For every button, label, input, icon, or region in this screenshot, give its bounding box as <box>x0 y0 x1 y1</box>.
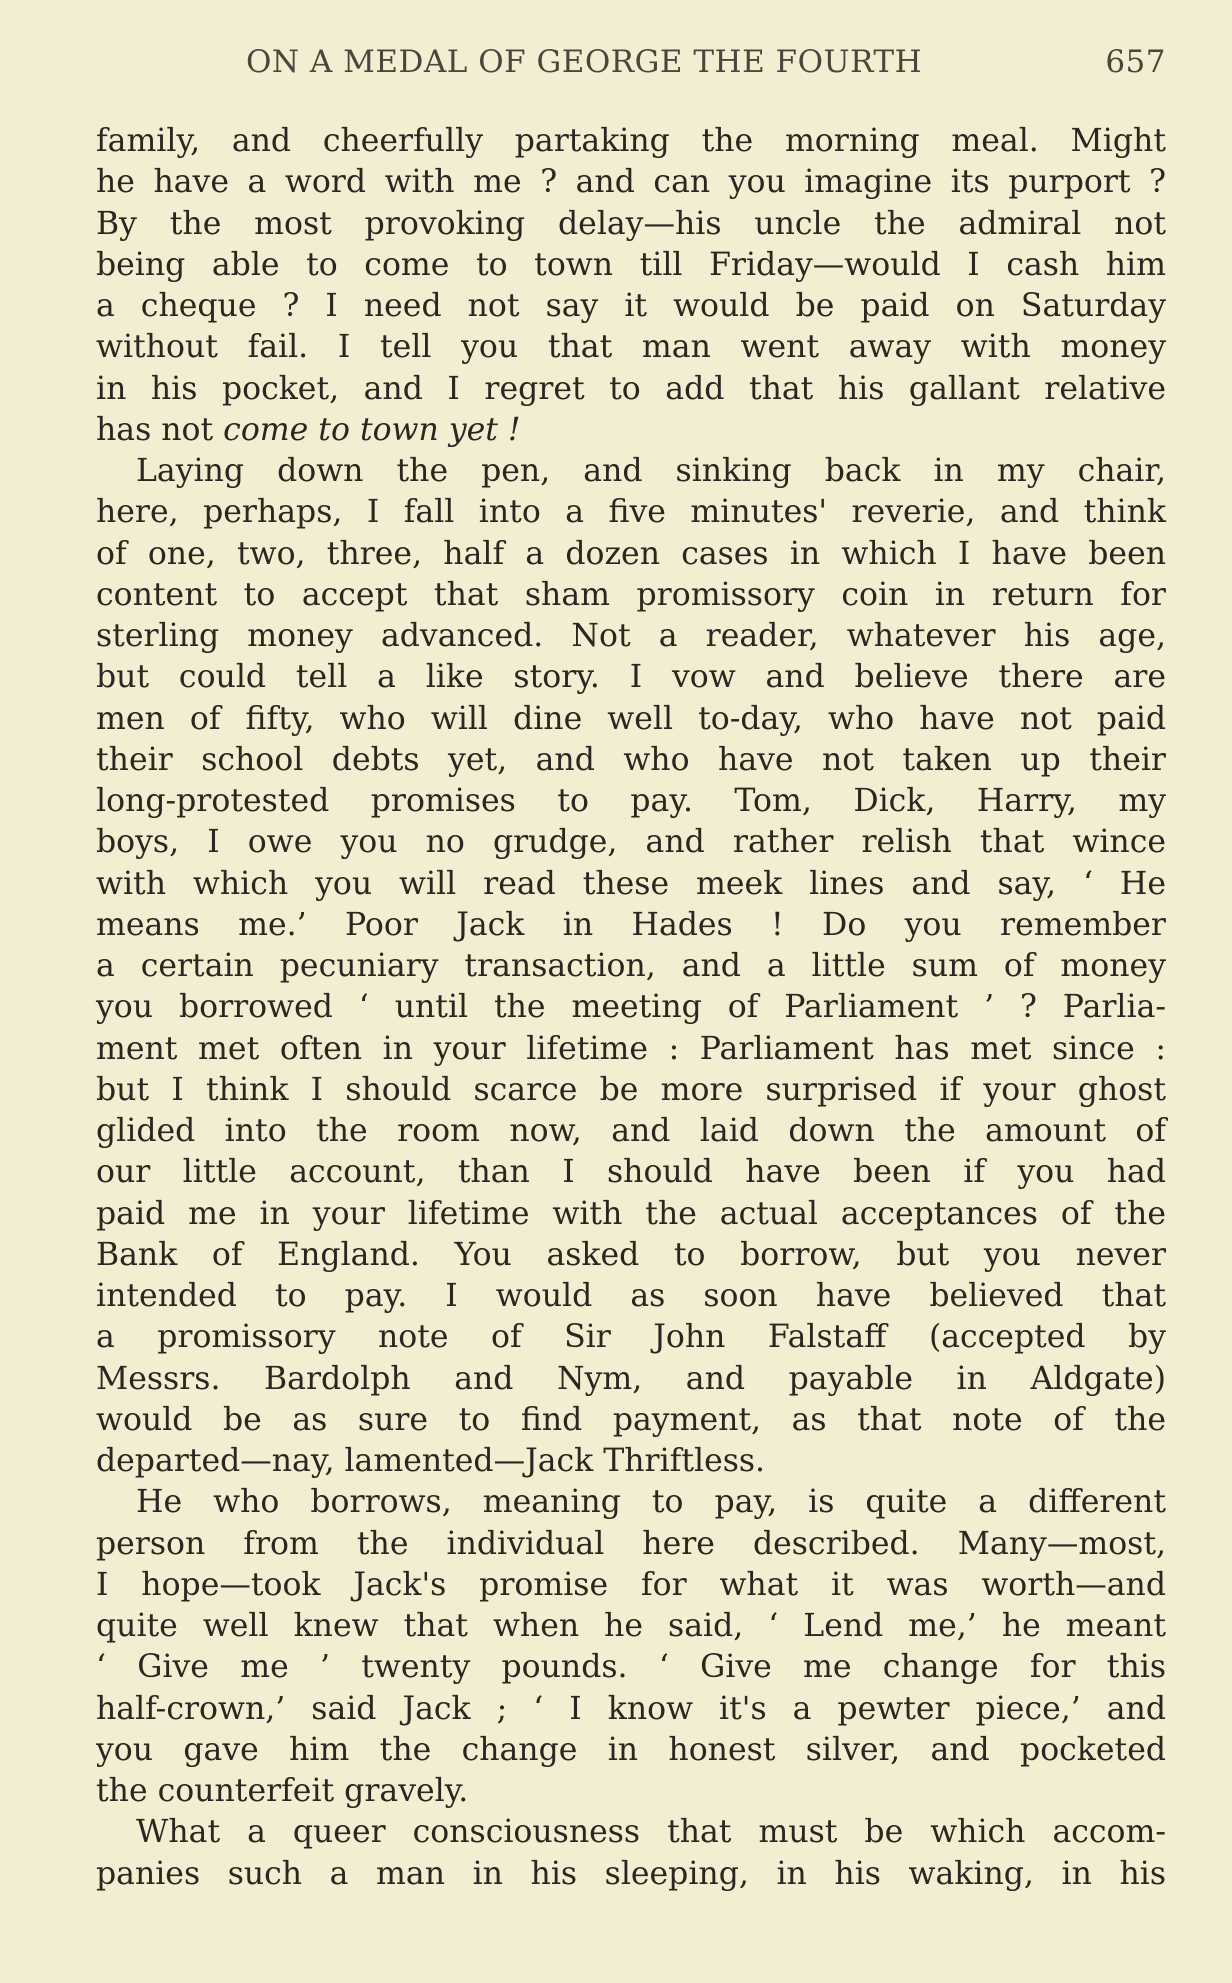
text-line: sterling money advanced. Not a reader, whatever his age, <box>96 618 1166 654</box>
text-line: but could tell a like story. I vow and believe there are <box>96 659 1166 696</box>
text-line: he have a word with me ? and can you imagine its purport ? <box>96 164 1166 201</box>
text-line: ment met often in your lifetime : Parliament has met since : <box>96 1030 1166 1067</box>
text-line: family, and cheerfully partaking the morning meal. Might <box>96 123 1166 159</box>
page-number: 657 <box>1105 44 1166 80</box>
text-line: panies such a man in his sleeping, in his waking, in his <box>96 1855 1166 1892</box>
text-segment: has not <box>96 411 224 448</box>
text-line: you gave him the change in honest silver, and pocketed <box>96 1731 1166 1768</box>
text-line: departed—nay, lamented—Jack Thriftless. <box>96 1443 766 1479</box>
body-text <box>96 121 1166 1895</box>
text-line: without fail. I tell you that man went away with money <box>96 329 1166 366</box>
text-line: but I think I should scarce be more surprised if your ghost <box>96 1071 1166 1108</box>
text-line: in his pocket, and I regret to add that his gallant relative <box>96 370 1166 407</box>
text-line: would be as sure to find payment, as that note of the <box>96 1401 1166 1438</box>
text-line: By the most provoking delay—his uncle the admiral not <box>96 205 1166 242</box>
paragraph-start-line: He who borrows, meaning to pay, is quite a different <box>136 1484 1166 1521</box>
text-line: a cheque ? I need not say it would be paid on Saturday <box>96 288 1166 324</box>
text-line: quite well knew that when he said, ‘ Lend me,’ he meant <box>96 1608 1166 1644</box>
text-line: ‘ Give me ’ twenty pounds. ‘ Give me change for this <box>96 1649 1166 1686</box>
text-line: boys, I owe you no grudge, and rather relish that wince <box>96 824 1166 861</box>
text-line: paid me in your lifetime with the actual acceptances of the <box>96 1195 1166 1232</box>
text-line: content to accept that sham promissory coin in return for <box>96 576 1166 613</box>
text-line: a promissory note of Sir John Falstaff (accepted by <box>96 1319 1166 1356</box>
text-line: our little account, than I should have been if you had <box>96 1154 1166 1191</box>
text-line: a certain pecuniary transaction, and a little sum of money <box>96 948 1166 984</box>
text-line: Bank of England. You asked to borrow, but you never <box>96 1236 1166 1273</box>
text-line: men of fifty, who will dine well to-day, who have not paid <box>96 700 1166 737</box>
text-line: their school debts yet, and who have not taken up their <box>96 741 1166 778</box>
text-line: long-protested promises to pay. Tom, Dick, Harry, my <box>96 783 1166 819</box>
running-title: ON A MEDAL OF GEORGE THE FOURTH <box>246 44 923 80</box>
text-line: with which you will read these meek lines and say, ‘ He <box>96 865 1166 902</box>
text-line: Messrs. Bardolph and Nym, and payable in Aldgate) <box>96 1360 1166 1397</box>
text-line: glided into the room now, and laid down the amount of <box>96 1113 1166 1149</box>
text-line: means me.’ Poor Jack in Hades ! Do you remember <box>96 906 1166 943</box>
italic-phrase: come to town yet ! <box>223 411 521 448</box>
text-line: here, perhaps, I fall into a five minutes' reverie, and think <box>96 494 1166 531</box>
running-head <box>246 44 1170 84</box>
text-line: person from the individual here described. Many—most, <box>96 1525 1166 1562</box>
paragraph-start-line: What a queer consciousness that must be which accom- <box>136 1814 1166 1851</box>
text-line: I hope—took Jack's promise for what it was worth—and <box>96 1566 1166 1603</box>
paragraph-start-line: Laying down the pen, and sinking back in my chair, <box>136 453 1166 489</box>
text-line: the counterfeit gravely. <box>96 1773 469 1809</box>
text-line: intended to pay. I would as soon have believed that <box>96 1278 1166 1314</box>
text-line: of one, two, three, half a dozen cases in which I have been <box>96 535 1166 572</box>
text-line: being able to come to town till Friday—would I cash him <box>96 246 1166 283</box>
text-line: you borrowed ‘ until the meeting of Parliament ’ ? Parlia- <box>96 989 1166 1026</box>
text-line <box>96 410 1166 451</box>
text-line: half-crown,’ said Jack ; ‘ I know it's a pewter piece,’ and <box>96 1690 1166 1727</box>
